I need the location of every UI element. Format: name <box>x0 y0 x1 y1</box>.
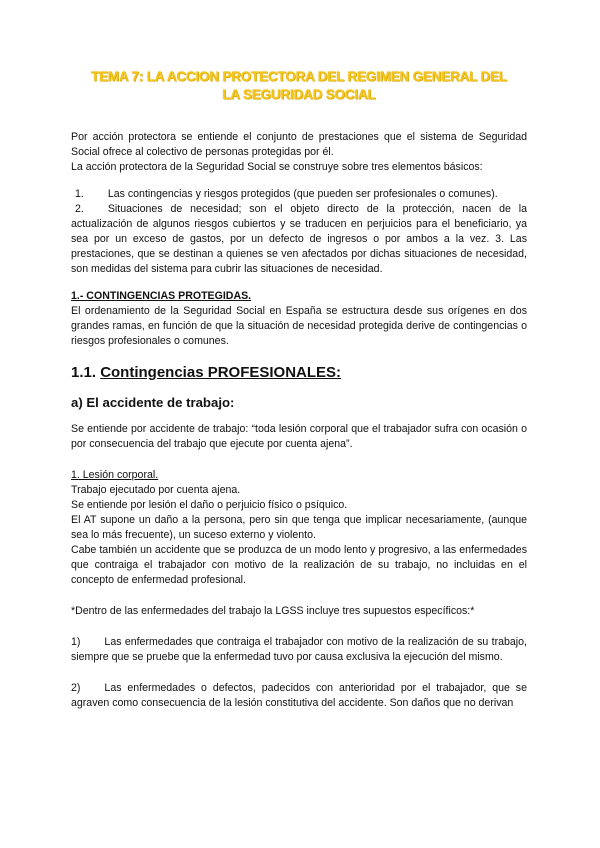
intro-paragraph-1: Por acción protectora se entiende el conjunto de prestaciones que el sistema de Seguridad Social ofrece al colectivo de personas protegidas por él. <box>71 131 527 158</box>
section-1-heading: 1.- CONTINGENCIAS PROTEGIDAS. <box>71 290 252 302</box>
accident-definition: Se entiende por accidente de trabajo: “toda lesión corporal que el trabajador sufra con ocasión o por consecuencia del trabajo que ejecute por cuenta ajena”. <box>71 423 527 450</box>
element-item-1: 1. Las contingencias y riesgos protegidos (que pueden ser profesionales o comunes). <box>75 188 498 200</box>
lesion-line-4: Cabe también un accidente que se produzca de un modo lento y progresivo, a las enfermedades que contraiga el trabajador con motivo de la realización de su trabajo, no incluidas en el concepto de enfermedad profesional. <box>71 544 527 586</box>
document-title <box>71 68 527 104</box>
title-line-1: TEMA 7: LA ACCION PROTECTORA DEL REGIMEN GENERAL DEL <box>91 69 507 84</box>
supuesto-item-2: 2) Las enfermedades o defectos, padecidos con anterioridad por el trabajador, que se agraven como consecuencia de la lesión constitutiva del accidente. Son daños que no derivan <box>71 682 527 709</box>
subsection-heading: 1.1. Contingencias PROFESIONALES: <box>71 364 342 381</box>
title-line-2: LA SEGURIDAD SOCIAL <box>222 87 376 102</box>
lgss-note: *Dentro de las enfermedades del trabajo la LGSS incluye tres supuestos específicos:* <box>71 605 475 617</box>
section-1-text: El ordenamiento de la Seguridad Social en España se estructura desde sus orígenes en dos grandes ramas, en función de que la situación de necesidad protegida derive de contingencias o riesgos profesionales o comunes. <box>71 305 527 347</box>
lesion-line-1: Trabajo ejecutado por cuenta ajena. <box>71 484 241 496</box>
supuesto-item-1: 1) Las enfermedades que contraiga el trabajador con motivo de la realización de su trabajo, siempre que se pruebe que la enfermedad tuvo por causa exclusiva la ejecución del mismo. <box>71 636 527 663</box>
lesion-line-2: Se entiende por lesión el daño o perjuicio físico o psíquico. <box>71 499 348 511</box>
intro-paragraph-2: La acción protectora de la Seguridad Social se construye sobre tres elementos básicos: <box>71 161 483 173</box>
document-page <box>71 0 527 711</box>
lesion-line-3: El AT supone un daño a la persona, pero sin que tenga que implicar necesariamente, (aunque sea lo más frecuente), un suceso externo y violento. <box>71 514 527 541</box>
element-item-2: 2. Situaciones de necesidad; son el objeto directo de la protección, nacen de la actualización de algunos riesgos cubiertos y se traducen en perjuicios para el beneficiario, ya sea por un exceso de gastos, por un defecto de ingresos o por ambos a la vez. 3. Las prestaciones, que se destinan a quienes se ven afectados por dichas situaciones de necesidad, son medidas del sistema para cubrir las situaciones de necesidad. <box>71 203 527 275</box>
lesion-heading: 1. Lesión corporal. <box>71 469 159 481</box>
accident-heading: a) El accidente de trabajo: <box>71 395 235 410</box>
